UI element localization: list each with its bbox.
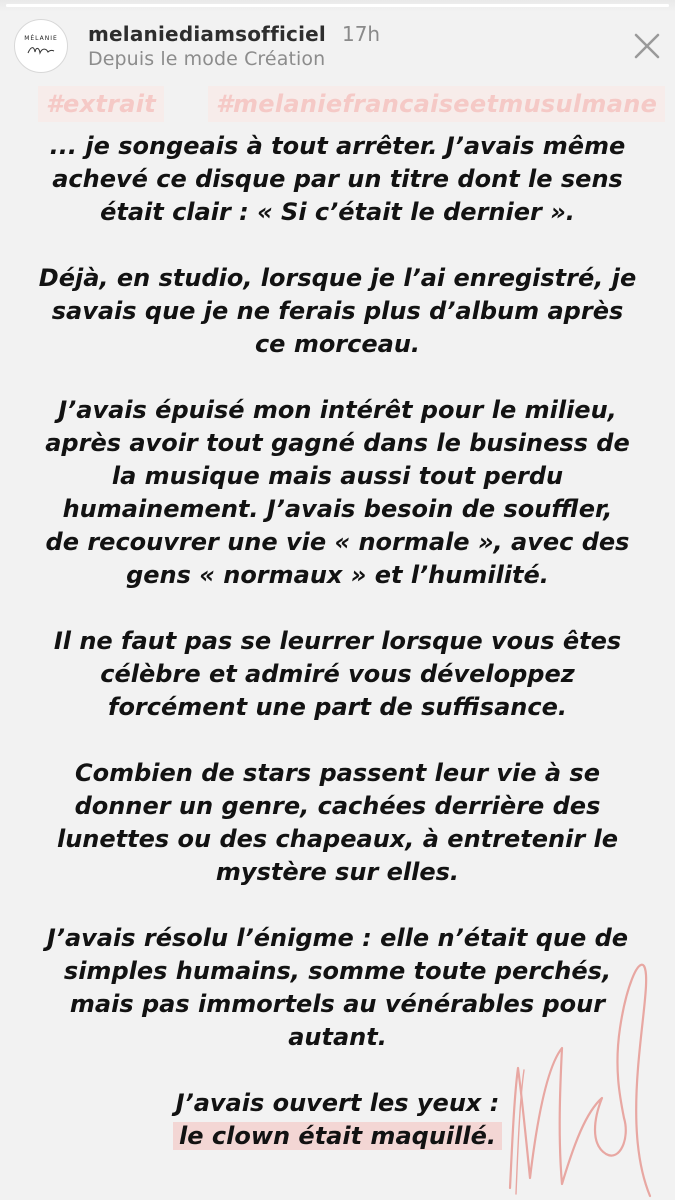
header-text: [88, 22, 380, 70]
creation-mode-label[interactable]: Depuis le mode Création: [88, 48, 326, 70]
story-progress-bar: [6, 4, 669, 7]
avatar-signature-icon: [26, 44, 56, 56]
username-link[interactable]: melaniediamsofficiel: [88, 22, 326, 46]
closing-paragraph: [20, 1087, 655, 1153]
story-paragraph: ... je songeais à tout arrêter. J’avais même achevé ce disque par un titre dont le sens était clair : « Si c’était le dernier ».: [49, 132, 626, 226]
story-progress-fill: [6, 4, 669, 7]
post-time: 17h: [341, 22, 381, 46]
story-header: [14, 16, 380, 76]
story-paragraph: J’avais épuisé mon intérêt pour le milieu, après avoir tout gagné dans le business de la musique mais aussi tout perdu humainement. J’avais besoin de souffler, de recouvrer une vie « normale », avec des gens « normaux » et l’humilité.: [45, 396, 630, 589]
story-paragraph: Déjà, en studio, lorsque je l’ai enregistré, je savais que je ne ferais plus d’album après ce morceau.: [38, 264, 637, 358]
closing-line: J’avais ouvert les yeux :: [175, 1089, 500, 1117]
story-paragraph: Il ne faut pas se leurrer lorsque vous êtes célèbre et admiré vous développez forcément une part de suffisance.: [53, 627, 622, 721]
story-text: [20, 130, 655, 1153]
close-button[interactable]: [629, 28, 665, 64]
header-title-row: [88, 22, 380, 46]
story-paragraph: J’avais résolu l’énigme : elle n’était que de simples humains, somme toute perchés, mais pas immortels au vénérables pour autant.: [46, 924, 629, 1051]
hashtag-sticker[interactable]: #melaniefrancaiseetmusulmane: [208, 86, 665, 122]
avatar[interactable]: [14, 19, 68, 73]
highlighted-closing-line: le clown était maquillé.: [173, 1122, 502, 1150]
hashtag-sticker[interactable]: #extrait: [38, 86, 164, 122]
hashtag-row: [0, 86, 675, 126]
story-paragraph: Combien de stars passent leur vie à se donner un genre, cachées derrière des lunettes ou des chapeaux, à entretenir le mystère sur elles.: [56, 759, 619, 886]
close-icon: [632, 31, 662, 61]
avatar-logo-text: MÉLANIE: [24, 34, 58, 42]
